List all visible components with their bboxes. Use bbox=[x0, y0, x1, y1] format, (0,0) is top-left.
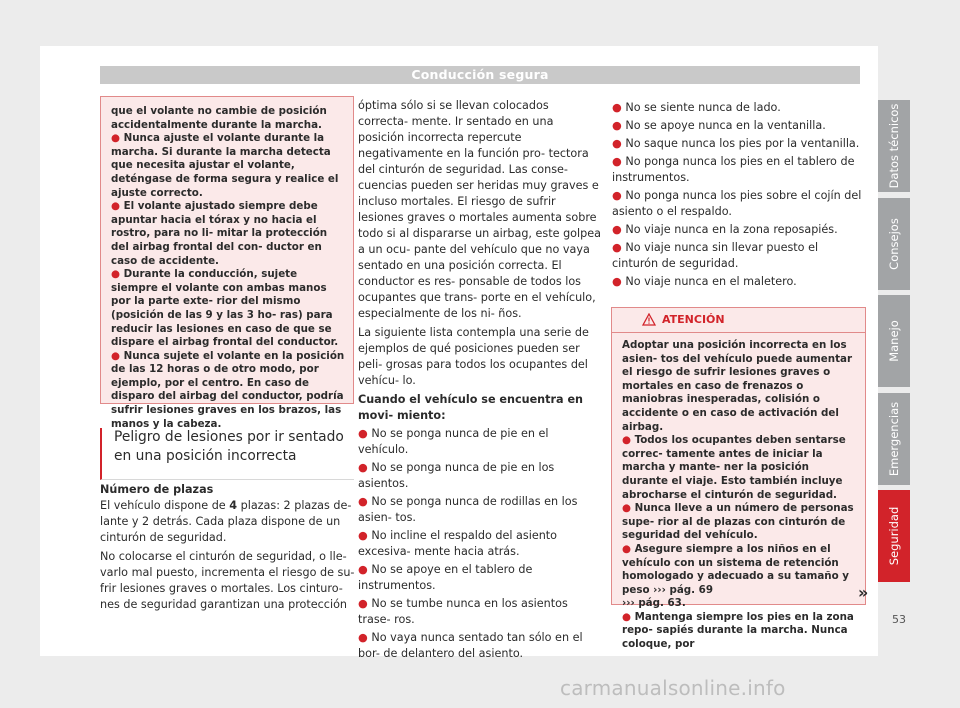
page-number: 53 bbox=[892, 613, 906, 626]
page-reference-link[interactable]: ››› pág. 69 bbox=[653, 583, 713, 596]
bullet-icon: ● bbox=[111, 200, 124, 213]
bullet-icon: ● bbox=[612, 137, 626, 150]
left-column-text bbox=[100, 482, 356, 613]
list-item: ● No se siente nunca de lado. bbox=[612, 101, 781, 114]
bullet-icon: ● bbox=[358, 529, 372, 542]
list-item: ● No se apoye en el tablero de instrumentos. bbox=[358, 563, 533, 592]
warning-triangle-icon bbox=[642, 313, 656, 326]
warning-item: ● Nunca ajuste el volante durante la marcha. Si durante la marcha detecta que necesita ajustar el volante, deténgase de forma segura y realice el ajuste correcto. bbox=[111, 132, 339, 199]
middle-column-text bbox=[358, 98, 602, 662]
bullet-icon: ● bbox=[111, 268, 124, 281]
attention-label: ATENCIÓN bbox=[662, 313, 725, 326]
warning-item: ● Durante la conducción, sujete siempre el volante con ambas manos por la parte exte- rior del mismo (posición de las 9 y las 3 ho- ras) para reducir las lesiones en caso de que se dispare el airbag frontal del conductor. bbox=[111, 268, 339, 349]
bullet-icon: ● bbox=[612, 189, 626, 202]
list-item: ● No se apoye nunca en la ventanilla. bbox=[612, 119, 826, 132]
bullet-icon: ● bbox=[612, 119, 626, 132]
list-item: ● No ponga nunca los pies en el tablero de instrumentos. bbox=[612, 155, 855, 184]
bullet-icon: ● bbox=[111, 349, 124, 362]
bullet-icon: ● bbox=[622, 434, 635, 447]
paragraph-seats: El vehículo dispone de 4 plazas: 2 plazas de- lante y 2 detrás. Cada plaza dispone de un cinturón de seguridad. bbox=[100, 499, 352, 544]
tab-consejos[interactable]: Consejos bbox=[878, 198, 910, 290]
tab-seguridad[interactable]: Seguridad bbox=[878, 490, 910, 582]
attention-header bbox=[612, 308, 865, 333]
paragraph-protection: óptima sólo si se llevan colocados correcta- mente. Ir sentado en una posición incorrecta repercute negativamente en la función pro- tectora del cinturón de seguridad. Las conse- cuencias pueden ser heridas muy graves e incluso mortales. El riesgo de sufrir lesiones graves o mortales aumenta sobre todo si al dispararse un airbag, este golpea a un ocu- pante del vehículo que no vaya sentado en una posición correcta. El conductor es res- ponsable de todos los ocupantes que trans- porte en el vehículo, especialmente de los ni- ños. bbox=[358, 99, 601, 320]
warning-item: ● Nunca sujete el volante en la posición de las 12 horas o de otro modo, por ejemplo, por el centro. En caso de disparo del airbag del conductor, podría sufrir lesiones graves en los brazos, las manos y la cabeza. bbox=[111, 349, 345, 430]
list-item: ● No se tumbe nunca en los asientos trase- ros. bbox=[358, 597, 568, 626]
subhead-moving: Cuando el vehículo se encuentra en movi- miento: bbox=[358, 393, 583, 422]
bullet-icon: ● bbox=[111, 132, 124, 145]
attention-body bbox=[612, 333, 865, 652]
attention-intro: Adoptar una posición incorrecta en los asien- tos del vehículo puede aumentar el riesgo de sufrir lesiones graves o mortales en caso de frenazos o maniobras inesperadas, colisión o accidente o en caso de activación del airbag. bbox=[622, 339, 853, 433]
list-item: ● No se ponga nunca de rodillas en los asien- tos. bbox=[358, 495, 578, 524]
continue-arrow-icon: » bbox=[858, 583, 869, 602]
section-title: Peligro de lesiones por ir sentado en una posición incorrecta bbox=[100, 428, 354, 480]
bullet-icon: ● bbox=[622, 610, 635, 623]
right-column-list bbox=[612, 98, 862, 290]
bullet-icon: ● bbox=[612, 101, 626, 114]
warning-item: ● El volante ajustado siempre debe apuntar hacia el tórax y no hacia el rostro, para no li- mitar la protección del airbag frontal del con- ductor en caso de accidente. bbox=[111, 200, 328, 267]
bullet-icon: ● bbox=[358, 427, 372, 440]
list-item: ● No vaya nunca sentado tan sólo en el bor- de delantero del asiento. bbox=[358, 631, 583, 660]
bullet-icon: ● bbox=[358, 597, 372, 610]
list-item: ● No saque nunca los pies por la ventanilla. bbox=[612, 137, 860, 150]
list-item: ● No se ponga nunca de pie en los asientos. bbox=[358, 461, 555, 490]
bullet-icon: ● bbox=[612, 275, 626, 288]
list-item: ● No incline el respaldo del asiento excesiva- mente hacia atrás. bbox=[358, 529, 558, 558]
warning-box-steering bbox=[100, 96, 354, 430]
attention-item: ● Mantenga siempre los pies en la zona repo- sapiés durante la marcha. Nunca coloque, por bbox=[622, 610, 854, 651]
attention-item: ● Asegure siempre a los niños en el vehículo con un sistema de retención homologado y adecuado a su tamaño y peso ››› pág. 69 ››› pág. 63. bbox=[622, 542, 849, 610]
bullet-icon: ● bbox=[612, 241, 626, 254]
subhead-seats: Número de plazas bbox=[100, 483, 214, 496]
tab-datos-tecnicos[interactable]: Datos técnicos bbox=[878, 100, 910, 192]
bullet-icon: ● bbox=[622, 542, 635, 555]
attention-box bbox=[611, 307, 869, 651]
watermark-text: carmanualsonline.info bbox=[560, 676, 786, 700]
paragraph-examples: La siguiente lista contempla una serie de ejemplos de qué posiciones pueden ser peli- grosas para todos los ocupantes del vehícu- lo. bbox=[358, 326, 589, 387]
tab-manejo[interactable]: Manejo bbox=[878, 295, 910, 387]
bullet-icon: ● bbox=[622, 502, 635, 515]
bullet-icon: ● bbox=[358, 495, 372, 508]
list-item: ● No se ponga nunca de pie en el vehículo. bbox=[358, 427, 549, 456]
page-reference-link[interactable]: ››› pág. 63. bbox=[622, 597, 686, 610]
paragraph-belt: No colocarse el cinturón de seguridad, o lle- varlo mal puesto, incrementa el riesgo de su- frir lesiones graves o mortales. Los cinturo- nes de seguridad garantizan una protección bbox=[100, 550, 355, 611]
bullet-icon: ● bbox=[358, 461, 372, 474]
list-item: ● No viaje nunca en la zona reposapiés. bbox=[612, 223, 838, 236]
list-item: ● No ponga nunca los pies sobre el cojín del asiento o el respaldo. bbox=[612, 189, 862, 218]
page-header: Conducción segura bbox=[100, 66, 860, 84]
tab-emergencias[interactable]: Emergencias bbox=[878, 393, 910, 485]
attention-item: ● Todos los ocupantes deben sentarse correc- tamente antes de iniciar la marcha y mante- ner la posición durante el viaje. Esto también incluye abrocharse el cinturón de seguridad. bbox=[622, 434, 846, 501]
bullet-icon: ● bbox=[358, 563, 372, 576]
bullet-icon: ● bbox=[612, 155, 626, 168]
list-item: ● No viaje nunca sin llevar puesto el cinturón de seguridad. bbox=[612, 241, 819, 270]
attention-item: ● Nunca lleve a un número de personas supe- rior al de plazas con cinturón de seguridad del vehículo. bbox=[622, 502, 854, 542]
list-item: ● No viaje nunca en el maletero. bbox=[612, 275, 797, 288]
warning-intro: que el volante no cambie de posición accidentalmente durante la marcha. bbox=[111, 105, 327, 131]
bullet-icon: ● bbox=[358, 631, 372, 644]
bullet-icon: ● bbox=[612, 223, 626, 236]
